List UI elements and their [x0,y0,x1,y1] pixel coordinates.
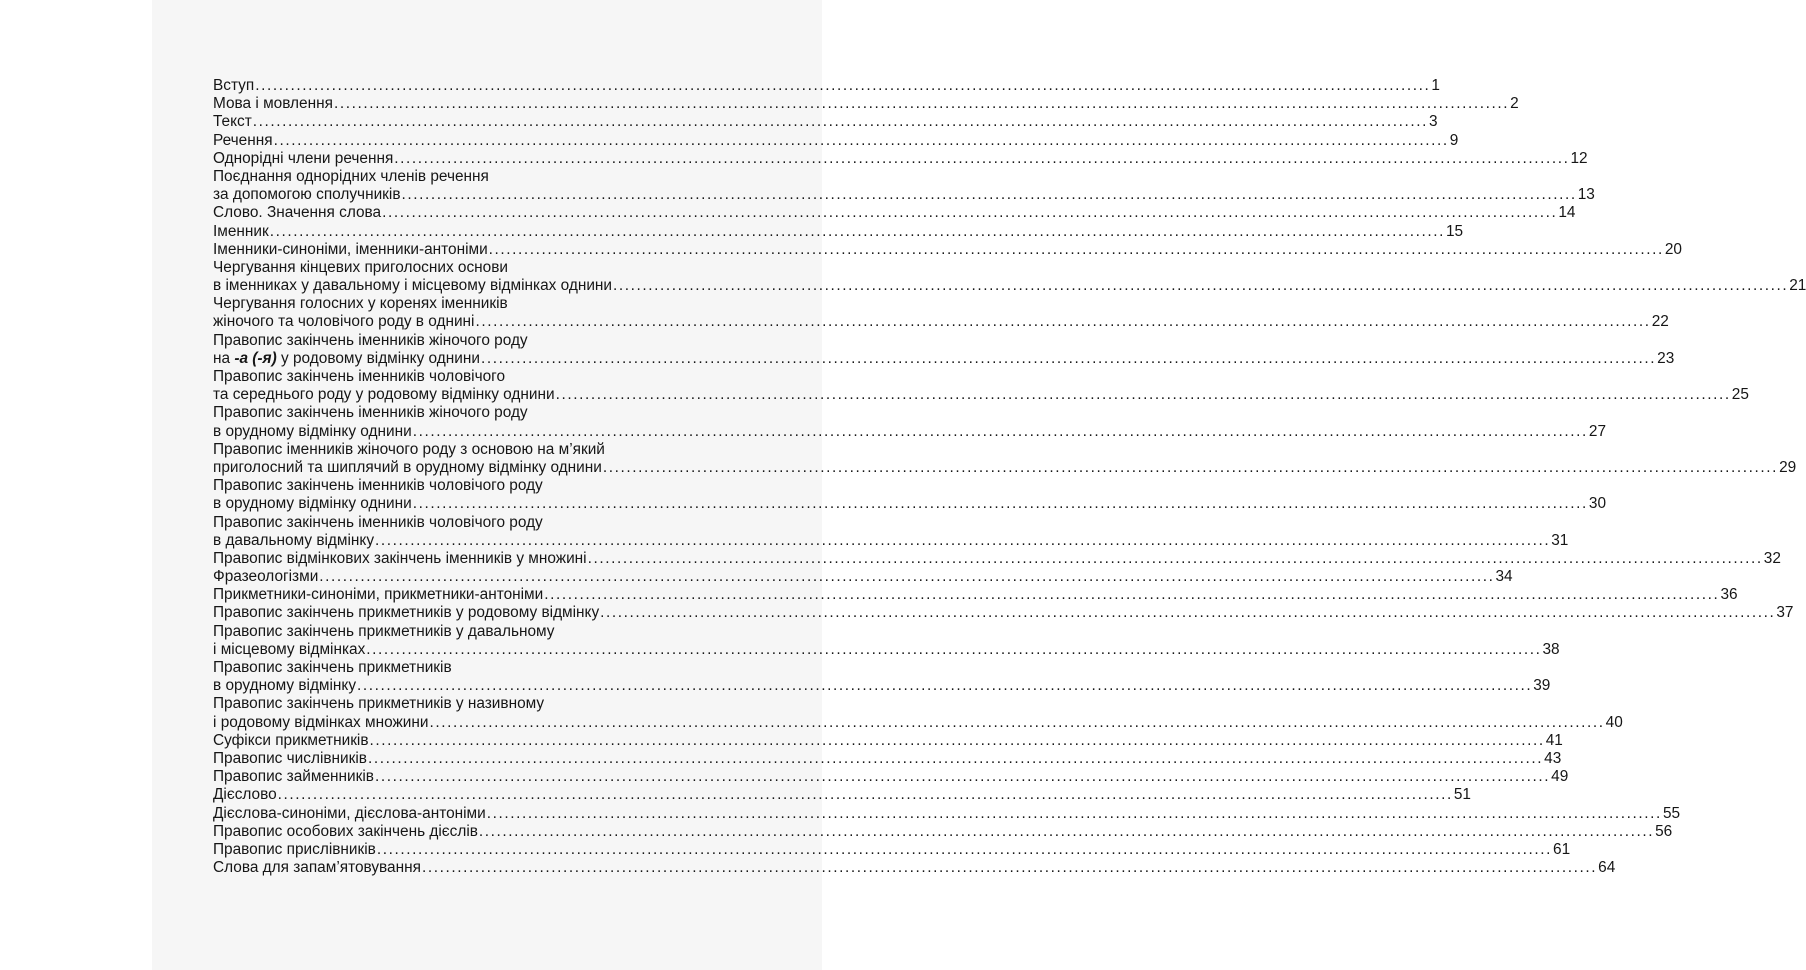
toc-entry-title: жіночого та чоловічого роду в однині [213,313,475,331]
dot-leader: ........................................................................................................................................................................................................ [412,422,1588,440]
toc-entry[interactable] [213,568,1513,586]
toc-entry[interactable] [213,95,1519,113]
dot-leader: ........................................................................................................................................................................................................ [357,677,1533,695]
toc-page-number: 39 [1533,677,1551,695]
dot-leader: ........................................................................................................................................................................................................ [376,840,1553,858]
toc-entry[interactable] [213,440,1797,477]
toc-entry-title: Суфікси прикметників [213,731,369,749]
dot-leader: ........................................................................................................................................................................................................ [366,640,1542,658]
toc-entry-title: Фразеологізми [213,568,319,586]
toc-entry-title: Правопис особових закінчень дієслів [213,822,478,840]
toc-entry-line [213,386,1749,404]
toc-entry[interactable] [213,840,1571,859]
toc-entry[interactable] [213,749,1562,768]
dot-leader: ........................................................................................................................................................................................................ [367,749,1544,767]
dot-leader: ........................................................................................................................................................................................................ [401,186,1577,204]
toc-entry-title: Правопис іменників жіночого роду з основою на м’який [213,440,605,458]
toc-entry-line [213,495,1607,513]
dot-leader: ........................................................................................................................................................................................................ [486,804,1662,822]
toc-entry-title: на -а (-я) у родовому відмінку однини [213,349,480,367]
toc-entry-title: в орудному відмінку однини [213,422,412,440]
toc-entry-line [213,404,768,422]
dot-leader: ........................................................................................................................................................................................................ [273,131,1449,149]
toc-entry-line [213,859,1616,877]
toc-entry-line [213,113,1438,131]
toc-entry[interactable] [213,768,1569,786]
toc-entry-line [213,422,1607,441]
toc-entry[interactable] [213,804,1681,823]
toc-page-number: 14 [1558,204,1576,222]
dot-leader: ........................................................................................................................................................................................................ [394,149,1570,167]
toc-page-number: 51 [1453,786,1471,804]
toc-entry-line [213,332,768,350]
toc-page-number: 61 [1553,840,1571,858]
toc-entry-line [213,549,1781,568]
toc-page-number: 41 [1545,731,1563,749]
dot-leader: ........................................................................................................................................................................................................ [369,731,1545,749]
toc-entry-title: Іменник [213,222,269,240]
toc-entry-line [213,586,1738,604]
toc-entry[interactable] [213,604,1794,622]
toc-entry-title: і родовому відмінках множини [213,713,429,731]
toc-page-number: 49 [1551,768,1569,786]
dot-leader: ........................................................................................................................................................................................................ [429,713,1605,731]
toc-entry-title: Речення [213,131,273,149]
toc-page-number: 15 [1445,222,1464,240]
dot-leader: ........................................................................................................................................................................................................ [600,604,1776,622]
dot-leader: ........................................................................................................................................................................................................ [475,313,1651,331]
toc-entry-line [213,677,1551,695]
toc-entry[interactable] [213,368,1749,404]
toc-entry-line [213,77,1440,95]
toc-entry-line [213,659,768,677]
toc-entry[interactable] [213,149,1588,168]
toc-page-number: 64 [1598,859,1616,877]
toc-entry-line [213,295,768,313]
toc-entry-line [213,568,1513,586]
toc-entry-title: Чергування кінцевих приголосних основи [213,258,509,276]
toc-page-number: 56 [1655,822,1673,840]
toc-entry[interactable] [213,586,1738,604]
toc-entry-line [213,768,1569,786]
dot-leader: ........................................................................................................................................................................................................ [333,95,1510,113]
toc-entry[interactable] [213,622,1560,659]
toc-entry-line [213,623,768,641]
toc-page-number: 9 [1449,131,1459,149]
dot-leader: ........................................................................................................................................................................................................ [421,859,1598,877]
toc-entry-title: в орудному відмінку [213,677,357,695]
dot-leader: ........................................................................................................................................................................................................ [319,568,1495,586]
toc-page-number: 37 [1776,604,1794,622]
toc-page-number: 3 [1428,113,1438,131]
toc-entry-line [213,259,768,277]
toc-entry-title: Правопис закінчень прикметників у називному [213,695,545,713]
toc-entry-line [213,204,1576,222]
toc-entry-line [213,441,768,459]
toc-entry[interactable] [213,77,1440,95]
toc-entry-title: Мова і мовлення [213,95,333,113]
toc-entry-line [213,131,1459,150]
toc-entry-line [213,514,768,532]
toc-entry-line [213,822,1673,841]
toc-entry-title: Дієслово [213,786,277,804]
toc-entry[interactable] [213,222,1464,241]
toc-entry[interactable] [213,258,1806,295]
toc-entry-title: Правопис закінчень іменників чоловічого [213,368,506,385]
table-of-contents [213,77,1806,877]
dot-leader: ........................................................................................................................................................................................................ [374,768,1551,786]
toc-entry-line [213,604,1794,622]
dot-leader: ........................................................................................................................................................................................................ [478,822,1655,840]
toc-entry-line [213,840,1571,859]
toc-entry-title: за допомогою сполучників [213,186,401,204]
dot-leader: ........................................................................................................................................................................................................ [555,386,1731,404]
toc-page-number: 13 [1577,186,1595,204]
toc-entry-line [213,222,1464,241]
toc-entry[interactable] [213,204,1576,222]
toc-page-number: 21 [1789,277,1806,295]
toc-page-number: 23 [1657,349,1675,367]
dot-leader: ........................................................................................................................................................................................................ [587,549,1763,567]
toc-page-number: 43 [1544,749,1562,767]
toc-page-number: 31 [1551,531,1569,549]
toc-entry-line [213,95,1519,113]
toc-entry-line [213,277,1806,295]
dot-leader: ........................................................................................................................................................................................................ [613,277,1789,295]
dot-leader: ........................................................................................................................................................................................................ [602,458,1779,476]
toc-entry[interactable] [213,404,1607,440]
toc-page-number: 55 [1662,804,1681,822]
toc-entry-title: в давальному відмінку [213,531,375,549]
toc-entry-title: Правопис закінчень іменників чоловічого роду [213,477,543,495]
toc-page-number: 22 [1651,313,1669,331]
toc-entry-title: Іменники-синоніми, іменники-антоніми [213,240,488,258]
toc-entry-line [213,640,1560,659]
dot-leader: ........................................................................................................................................................................................................ [375,531,1551,549]
toc-entry-title: приголосний та шиплячий в орудному відмінку однини [213,458,602,476]
dot-leader: ........................................................................................................................................................................................................ [277,786,1453,804]
toc-entry[interactable] [213,331,1675,368]
toc-entry-title: Однорідні члени речення [213,149,394,167]
dot-leader: ........................................................................................................................................................................................................ [544,586,1720,604]
toc-entry-line [213,368,768,386]
toc-entry-title: Текст [213,113,252,131]
toc-page-number: 38 [1542,640,1560,658]
toc-entry-title: в іменниках у давальному і місцевому відмінках однини [213,277,613,295]
toc-entry-title: Дієслова-синоніми, дієслова-антоніми [213,804,486,822]
toc-entry-title: Прикметники-синоніми, прикметники-антоніми [213,586,544,604]
toc-entry[interactable] [213,477,1607,513]
toc-entry-title: Правопис займенників [213,768,374,786]
dot-leader: ........................................................................................................................................................................................................ [488,240,1664,258]
toc-page-number: 32 [1763,549,1781,567]
toc-entry-line [213,349,1675,368]
toc-entry[interactable] [213,731,1563,750]
toc-entry-title: Слова для запам’ятовування [213,859,421,877]
dot-leader: ........................................................................................................................................................................................................ [382,204,1558,222]
toc-entry-title: в орудному відмінку однини [213,495,412,513]
toc-entry[interactable] [213,549,1781,568]
toc-entry-title: Чергування голосних у коренях іменників [213,295,508,313]
toc-page-number: 1 [1431,77,1440,94]
emphasized-ending: -а (-я) [234,349,277,367]
toc-entry[interactable] [213,659,1551,695]
toc-page-number: 25 [1731,386,1749,404]
toc-entry-line [213,804,1681,823]
toc-entry-title: Правопис числівників [213,749,367,767]
toc-entry-line [213,749,1562,768]
dot-leader: ........................................................................................................................................................................................................ [269,222,1445,240]
toc-entry[interactable] [213,240,1682,259]
toc-entry-title: Слово. Значення слова [213,204,382,222]
toc-entry-line [213,168,768,186]
toc-entry-title: Правопис закінчень іменників чоловічого роду [213,513,543,531]
toc-entry[interactable] [213,786,1471,804]
toc-entry-line [213,240,1682,259]
toc-entry[interactable] [213,513,1569,550]
toc-entry-title: Правопис закінчень прикметників [213,659,452,676]
toc-entry[interactable] [213,695,1623,731]
toc-entry-title: Поєднання однорідних членів речення [213,167,489,185]
toc-entry-line [213,713,1623,732]
toc-entry[interactable] [213,822,1673,841]
toc-entry-title: Правопис закінчень іменників жіночого роду [213,404,528,422]
toc-page-number: 30 [1588,495,1607,513]
toc-entry-line [213,731,1563,750]
toc-entry-title: Правопис закінчень прикметників у давальному [213,622,555,640]
toc-entry[interactable] [213,131,1459,150]
toc-entry-line [213,458,1797,477]
toc-page-number: 2 [1510,95,1519,113]
toc-entry-title: і місцевому відмінках [213,640,366,658]
toc-entry-title: та середнього роду у родовому відмінку однини [213,386,555,404]
dot-leader: ........................................................................................................................................................................................................ [412,495,1588,513]
toc-page-number: 12 [1570,149,1588,167]
toc-entry[interactable] [213,859,1616,877]
toc-page-number: 20 [1664,240,1682,258]
toc-page-number: 40 [1605,713,1623,731]
toc-entry-title: Вступ [213,77,255,94]
toc-entry-title: Правопис закінчень іменників жіночого роду [213,331,528,349]
toc-entry-title: Правопис закінчень прикметників у родовому відмінку [213,604,600,622]
toc-page-number: 34 [1495,568,1513,586]
dot-leader: ........................................................................................................................................................................................................ [255,77,1431,94]
toc-page-number: 29 [1779,458,1797,476]
toc-entry-line [213,531,1569,550]
toc-page-number: 27 [1588,422,1607,440]
toc-page-number: 36 [1720,586,1738,604]
toc-entry-title: Правопис прислівників [213,840,376,858]
toc-entry-line [213,149,1588,168]
toc-entry-line [213,313,1669,331]
toc-entry-title: Правопис відмінкових закінчень іменників у множині [213,549,587,567]
toc-entry-line [213,186,1595,204]
toc-entry[interactable] [213,295,1669,331]
toc-entry-line [213,786,1471,804]
toc-entry-line [213,695,768,713]
toc-entry[interactable] [213,113,1438,131]
toc-entry[interactable] [213,167,1595,204]
dot-leader: ........................................................................................................................................................................................................ [252,113,1428,131]
toc-entry-line [213,477,768,495]
dot-leader: ........................................................................................................................................................................................................ [480,349,1657,367]
